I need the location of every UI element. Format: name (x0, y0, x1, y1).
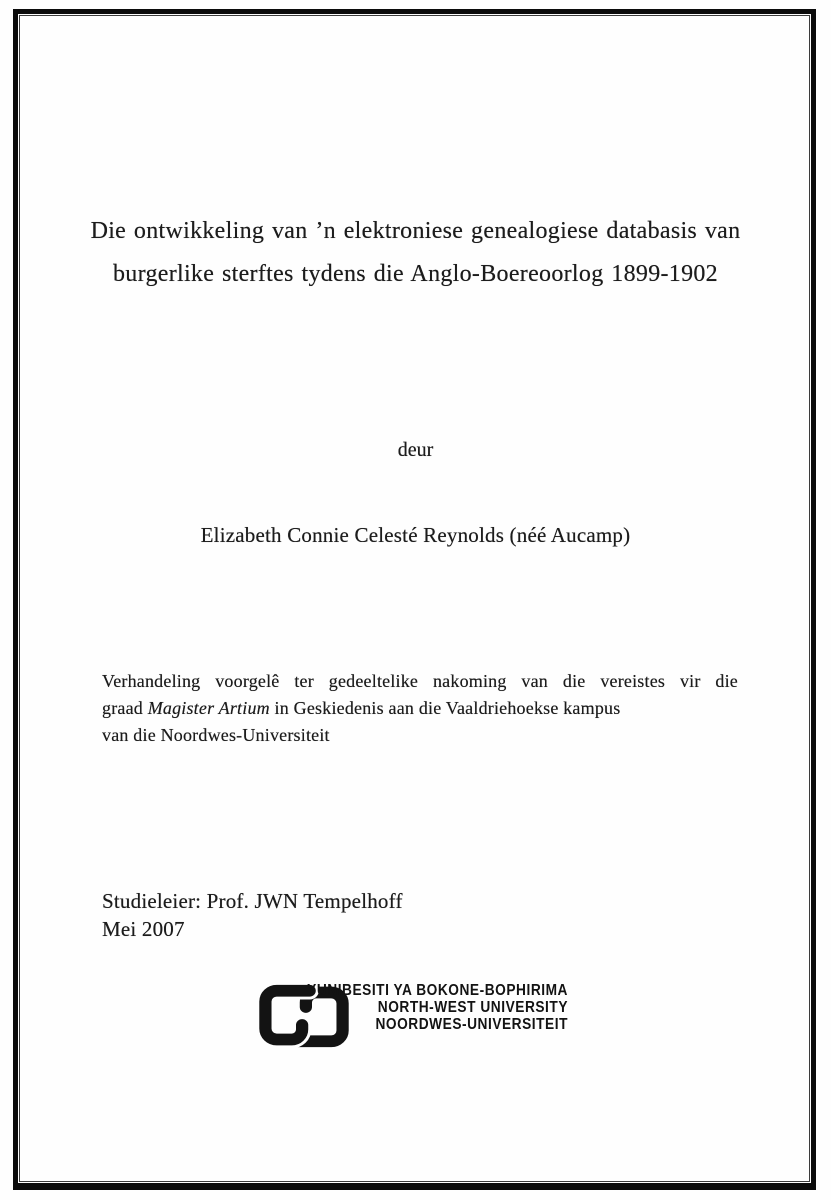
submission-line2 (102, 695, 738, 722)
supervisor-line: Studieleier: Prof. JWN Tempelhoff (102, 889, 403, 913)
submission-statement (102, 668, 738, 749)
university-names (303, 982, 569, 1033)
submission-line3: van die Noordwes-Universiteit (102, 725, 330, 745)
submission-line2-prefix: graad (102, 698, 148, 718)
submission-line2-suffix: in Geskiedenis aan die Vaaldriehoekse kampus (269, 698, 621, 718)
university-name-english: NORTH-WEST UNIVERSITY (377, 999, 568, 1016)
date-line: Mei 2007 (102, 917, 185, 941)
author-name: Elizabeth Connie Celesté Reynolds (néé Aucamp) (200, 523, 631, 547)
university-name-setswana: YUNIBESITI YA BOKONE-BOPHIRIMA (307, 982, 568, 999)
university-name-afrikaans: NOORDWES-UNIVERSITEIT (375, 1016, 568, 1033)
degree-name: Magister Artium (147, 698, 270, 718)
thesis-title-line1: Die ontwikkeling van ’n elektroniese genealogiese databasis van (90, 218, 741, 244)
byline-preposition: deur (397, 439, 434, 461)
submission-line1: Verhandeling voorgelê ter gedeeltelike nakoming van die vereistes vir die (102, 671, 738, 691)
supervisor-block (102, 887, 403, 943)
thesis-title-line2: burgerlike sterftes tydens die Anglo-Boereoorlog 1899-1902 (112, 261, 718, 287)
thesis-title (0, 210, 831, 296)
